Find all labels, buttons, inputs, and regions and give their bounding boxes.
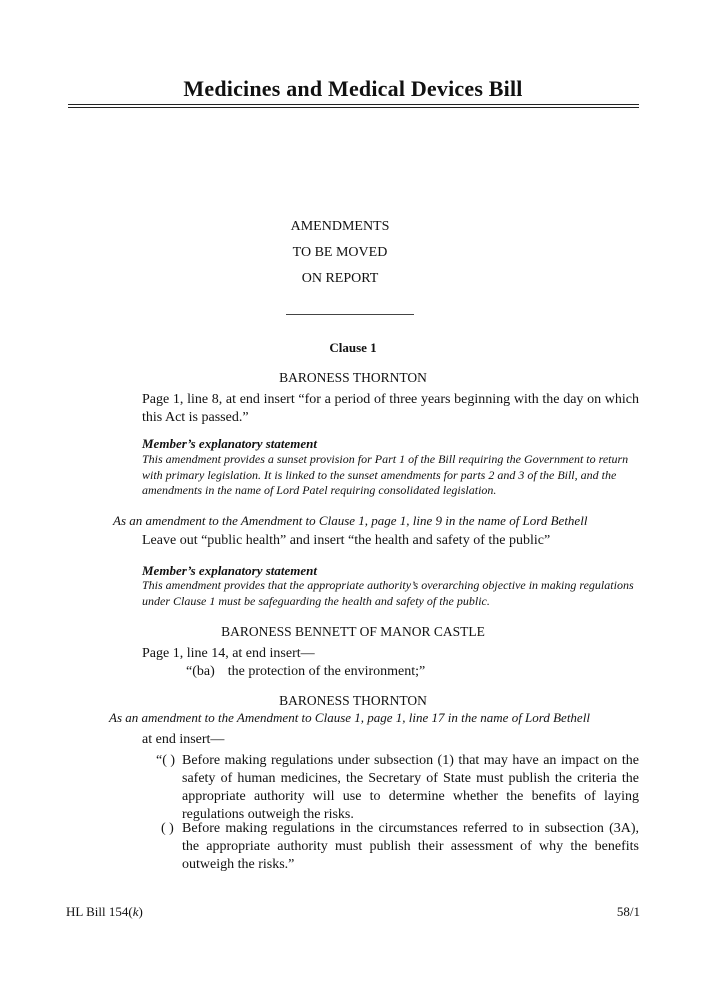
as-amendment-note-2: As an amendment to the Amendment to Clause 1, page 1, line 17 in the name of Lord Bethell — [109, 710, 590, 725]
member-name-2: BARONESS BENNETT OF MANOR CASTLE — [221, 624, 485, 639]
inserted-subsection-2 — [156, 820, 639, 874]
heading-divider — [286, 314, 414, 315]
member-name-1: BARONESS THORNTON — [279, 370, 427, 385]
inserted-item-ba — [186, 664, 636, 680]
heading-line-2: TO BE MOVED — [292, 245, 388, 260]
title-rule-top — [68, 104, 639, 105]
as-amendment-note-1: As an amendment to the Amendment to Clause 1, page 1, line 9 in the name of Lord Bethell — [113, 513, 588, 528]
amendment-text-3: Page 1, line 14, at end insert— — [142, 646, 315, 661]
bill-title: Medicines and Medical Devices Bill — [183, 76, 523, 101]
subsection-text-1: Before making regulations under subsection (1) that may have an impact on the safety of human medicines, the Secretary of State must publish the criteria the appropriate authority will use to determine whether the benefits of laying regulations outweigh the risks. — [182, 753, 639, 822]
explanatory-statement-heading-1: Member’s explanatory statement — [142, 436, 318, 451]
inserted-subsection-1 — [156, 752, 639, 822]
explanatory-statement-heading-2: Member’s explanatory statement — [142, 563, 318, 578]
clause-heading: Clause 1 — [329, 340, 377, 355]
amendment-text-2: Leave out “public health” and insert “the health and safety of the public” — [142, 533, 551, 548]
subsection-text-2: Before making regulations in the circumstances referred to in subsection (3A), the appropriate authority must publish their assessment of why the benefits outweigh the risks.” — [182, 821, 639, 872]
subsection-mark-1: “( ) — [156, 753, 176, 768]
heading-line-1: AMENDMENTS — [290, 219, 390, 234]
explanatory-statement-body-1: This amendment provides a sunset provision for Part 1 of the Bill requiring the Government to return with primary legislation. It is linked to the sunset amendments for parts 2 and 3 of the Bill, and the amendments in the name of Lord Patel requiring consolidated legislation. — [142, 452, 629, 497]
subsection-mark-2: ( ) — [161, 821, 174, 836]
heading-line-3: ON REPORT — [301, 271, 379, 286]
amendment-text-1: Page 1, line 8, at end insert “for a period of three years beginning with the day on which this Act is passed.” — [142, 392, 639, 425]
bill-reference: HL Bill 154(k) — [66, 904, 143, 919]
item-mark-ba: “(ba) — [186, 664, 215, 679]
title-rule-bottom — [68, 107, 639, 108]
amendment-text-4: at end insert— — [142, 732, 225, 747]
explanatory-statement-body-2: This amendment provides that the appropriate authority’s overarching objective in making regulations under Clause 1 must be safeguarding the health and safety of the public. — [142, 578, 634, 608]
item-text-ba: the protection of the environment;” — [227, 664, 426, 679]
page-reference: 58/1 — [616, 904, 640, 919]
member-name-3: BARONESS THORNTON — [279, 693, 427, 708]
